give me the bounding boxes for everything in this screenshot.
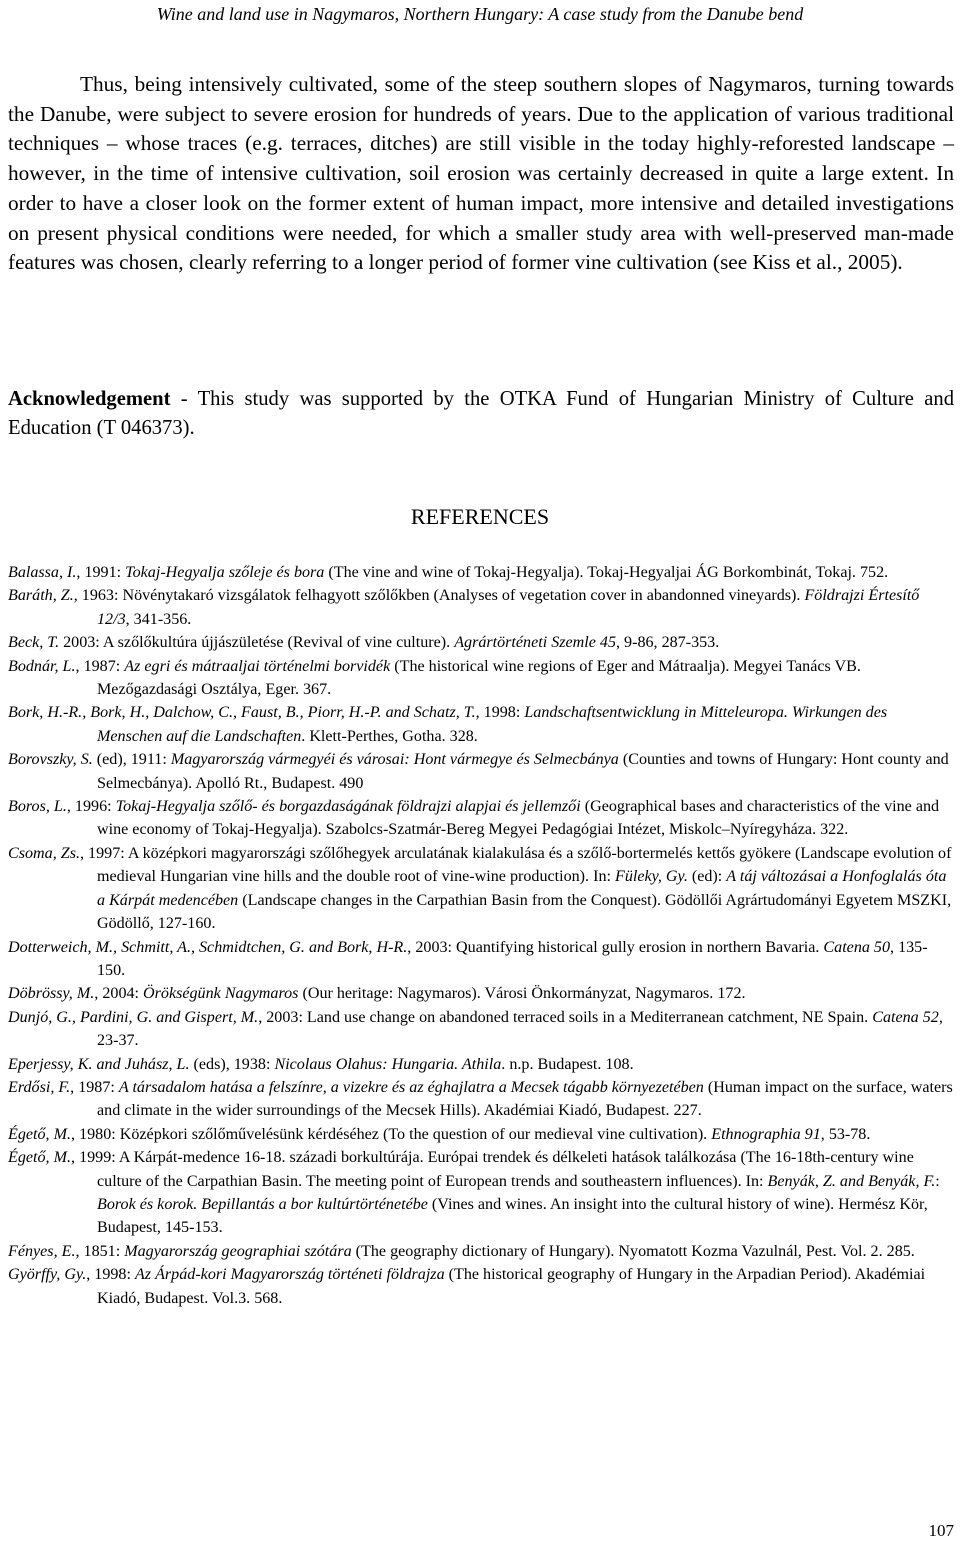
text-run: (Counties and towns of Hungary: Hont county and Selmecbánya). Apolló Rt., Budapest. 490 (97, 751, 949, 792)
italic-text: A táj változásai a Honfoglalás óta a Kárpát medencében (97, 868, 947, 909)
reference-item (8, 842, 954, 936)
italic-text: Az egri és mátraaljai történelmi borvidék (124, 657, 391, 675)
acknowledgement-paragraph (8, 385, 954, 443)
reference-item (8, 1240, 954, 1263)
reference-item (8, 1123, 954, 1146)
italic-text: Csoma, Zs. (8, 844, 80, 862)
text-run: , 1851: (75, 1242, 125, 1260)
text-run: (The geography dictionary of Hungary). Nyomatott Kozma Vazulnál, Pest. Vol. 2. 285. (351, 1242, 915, 1260)
text-run: (The historical wine regions of Eger and Mátraalja). Megyei Tanács VB. Mezőgazdasági Osztálya, Eger. 367. (97, 657, 861, 699)
reference-item (8, 982, 954, 1005)
text-run: . n.p. Budapest. 108. (501, 1055, 634, 1073)
text-run: (ed): (687, 868, 727, 886)
italic-text: Agrártörténeti Szemle 45 (454, 634, 616, 652)
text-run: , 1998: (86, 1266, 135, 1284)
text-run: , 2003: Quantifying historical gully erosion in northern Bavaria. (407, 938, 824, 956)
italic-text: Borok és korok. Bepillantás a bor kultúrtörténetébe (97, 1195, 428, 1213)
reference-item (8, 561, 954, 584)
reference-item (8, 795, 954, 842)
reference-item (8, 1263, 954, 1310)
text-run: , 2004: (94, 985, 144, 1003)
reference-item (8, 1146, 954, 1240)
references-heading: REFERENCES (410, 504, 550, 529)
text-run: , 2003: Land use change on abandoned terraced soils in a Mediterranean catchment, NE Spain. (258, 1008, 873, 1026)
italic-text: Tokaj-Hegyalja szőleje és bora (125, 564, 325, 581)
text-run: , 1991: (76, 564, 126, 581)
italic-text: Catena 52 (872, 1008, 939, 1026)
reference-item (8, 1076, 954, 1123)
text-run: , 23-37. (97, 1008, 943, 1050)
text-run: Thus, being intensively cultivated, some of the steep southern slopes of Nagymaros, turning towards the Danube, were subject to severe erosion for hundreds of years. Due to the application of various traditional techniques – whose traces (e.g. terraces, ditches) are still visible in the today highly-reforested landscape – however, in the time of intensive cultivation, soil erosion was certainly decreased in quite a large extent. In order to have a closer look on the former extent of human impact, more intensive and detailed investigations on present physical conditions were needed, for which a smaller study area with well-preserved man-made features was chosen, clearly referring to a longer period of former vine cultivation (see (8, 72, 954, 275)
italic-text: Kiss et al. (752, 250, 838, 275)
text-run: (eds), 1938: (189, 1055, 275, 1073)
italic-text: Landschaftsentwicklung in Mitteleuropa. Wirkungen des Menschen auf die Landschaften (97, 704, 888, 745)
page-number: 107 (928, 1521, 954, 1540)
italic-text: Györffy, Gy. (8, 1266, 87, 1284)
text-run: 2003: A szőlőkultúra újjászületése (Revival of vine culture). (59, 634, 455, 652)
italic-text: Égető, M. (8, 1125, 72, 1143)
text-run: , 1963: Növénytakaró vizsgálatok felhagyott szőlőkben (Analyses of vegetation cover in abandonned vineyards). (73, 587, 805, 605)
reference-item (8, 701, 954, 748)
reference-item (8, 936, 954, 983)
italic-text: Az Árpád-kori Magyarország történeti földrajza (134, 1266, 445, 1284)
text-run: , 135-150. (97, 938, 928, 979)
text-run: (Vines and wines. An insight into the cultural history of wine). Hermész Kör, Budapest, 145-153. (97, 1195, 928, 1237)
italic-text: Tokaj-Hegyalja szőlő- és borgazdaságának földrajzi alapjai és jellemzői (115, 798, 581, 816)
acknowledgement-text: - This study was supported by the OTKA Fund of Hungarian Ministry of Culture and Education (T 046373). (8, 388, 954, 439)
italic-text: Égető, M. (8, 1149, 72, 1167)
italic-text: Eperjessy, K. and Juhász, L. (8, 1055, 190, 1073)
italic-text: Dunjó, G., Pardini, G. and Gispert, M. (8, 1008, 259, 1026)
text-run: , 1980: Középkori szőlőművelésünk kérdéséhez (To the question of our medieval vine cultivation). (71, 1125, 712, 1143)
text-run: , 53-78. (820, 1125, 871, 1143)
references-list (8, 561, 954, 1310)
body-paragraph (8, 70, 954, 278)
reference-item (8, 1006, 954, 1053)
text-run: (The historical geography of Hungary in the Arpadian Period). Akadémiai Kiadó, Budapest. Vol.3. 568. (97, 1266, 926, 1307)
text-run: : (935, 1172, 940, 1190)
italic-text: Bodnár, L. (8, 657, 76, 675)
italic-text: Erdősi, F. (8, 1078, 71, 1096)
text-run: (Our heritage: Nagymaros). Városi Önkormányzat, Nagymaros. 172. (298, 985, 746, 1003)
italic-text: Bork, H.-R., Bork, H., Dalchow, C., Faust, B., Piorr, H.-P. and Schatz, T. (8, 704, 476, 722)
running-head: Wine and land use in Nagymaros, Northern Hungary: A case study from the Danube bend (156, 4, 804, 24)
italic-text: Beck, T. (8, 634, 60, 652)
italic-text: Boros, L. (8, 798, 67, 816)
text-run: , 1996: (66, 798, 116, 816)
italic-text: Magyarország geographiai szótára (124, 1242, 352, 1260)
italic-text: A társadalom hatása a felszínre, a vizekre és az éghajlatra a Mecsek tágabb környezetében (118, 1078, 704, 1096)
reference-item (8, 748, 954, 795)
text-run: (The vine and wine of Tokaj-Hegyalja). Tokaj-Hegyaljai ÁG Borkombinát, Tokaj. 752. (324, 564, 889, 581)
italic-text: Borovszky, S. (8, 751, 93, 769)
reference-item (8, 631, 954, 654)
text-run: (Landscape changes in the Carpathian Basin from the Conquest). Gödöllői Agrártudományi Egyetem MSZKI, Gödöllő, 127-160. (97, 891, 952, 933)
italic-text: Benyák, Z. and Benyák, F. (767, 1172, 936, 1190)
italic-text: Füleky, Gy. (615, 868, 688, 886)
italic-text: Catena 50 (823, 938, 891, 956)
text-run: , 341-356. (125, 610, 192, 628)
italic-text: Dotterweich, M., Schmitt, A., Schmidtchen, G. and Bork, H-R. (8, 938, 408, 956)
italic-text: Örökségünk Nagymaros (143, 985, 299, 1003)
text-run: (ed), 1911: (92, 751, 171, 769)
reference-item (8, 1053, 954, 1076)
italic-text: Földrajzi Értesítő 12/3 (97, 587, 920, 628)
italic-text: Ethnographia 91 (711, 1125, 821, 1143)
italic-text: Baráth, Z. (8, 587, 74, 605)
text-run: (Human impact on the surface, waters and climate in the wider surroundings of the Mecsek Hills). Akadémiai Kiadó, Budapest. 227. (97, 1078, 953, 1120)
text-run: , 1999: A Kárpát-medence 16-18. századi borkultúrája. Európai trendek és délkeleti hatások találkozása (The 16-18th-century wine culture of the Carpathian Basin. The meeting point of European trends and southeastern influences). In: (71, 1149, 914, 1190)
italic-text: Döbrössy, M. (8, 985, 95, 1003)
italic-text: Nicolaus Olahus: Hungaria. Athila (274, 1055, 502, 1073)
italic-text: Balassa, I. (8, 564, 77, 581)
acknowledgement-heading: Acknowledgement (8, 388, 171, 410)
text-run: , 1987: (75, 657, 125, 675)
reference-item (8, 584, 954, 631)
text-run: (Geographical bases and characteristics of the vine and wine economy of Tokaj-Hegyalja). Szabolcs-Szatmár-Bereg Megyei Pedagógiai Intézet, Miskolc–Nyíregyháza. 322. (97, 798, 940, 839)
reference-item (8, 655, 954, 702)
text-run: , 9-86, 287-353. (616, 634, 720, 652)
text-run: , 1987: (70, 1078, 119, 1096)
text-run: , 1997: A középkori magyarországi szőlőhegyek arculatának kialakulása és a szőlő-bortermelés kettős gyökere (Landscape evolution of medieval Hungarian vine hills and the double root of vine-wine production). In: (80, 844, 952, 886)
italic-text: Magyarország vármegyéi és városai: Hont vármegye és Selmecbánya (170, 751, 619, 769)
italic-text: Fényes, E. (8, 1242, 76, 1260)
text-run: . Klett-Perthes, Gotha. 328. (301, 727, 478, 745)
text-run: , 2005). (837, 250, 903, 275)
text-run: , 1998: (475, 704, 525, 722)
